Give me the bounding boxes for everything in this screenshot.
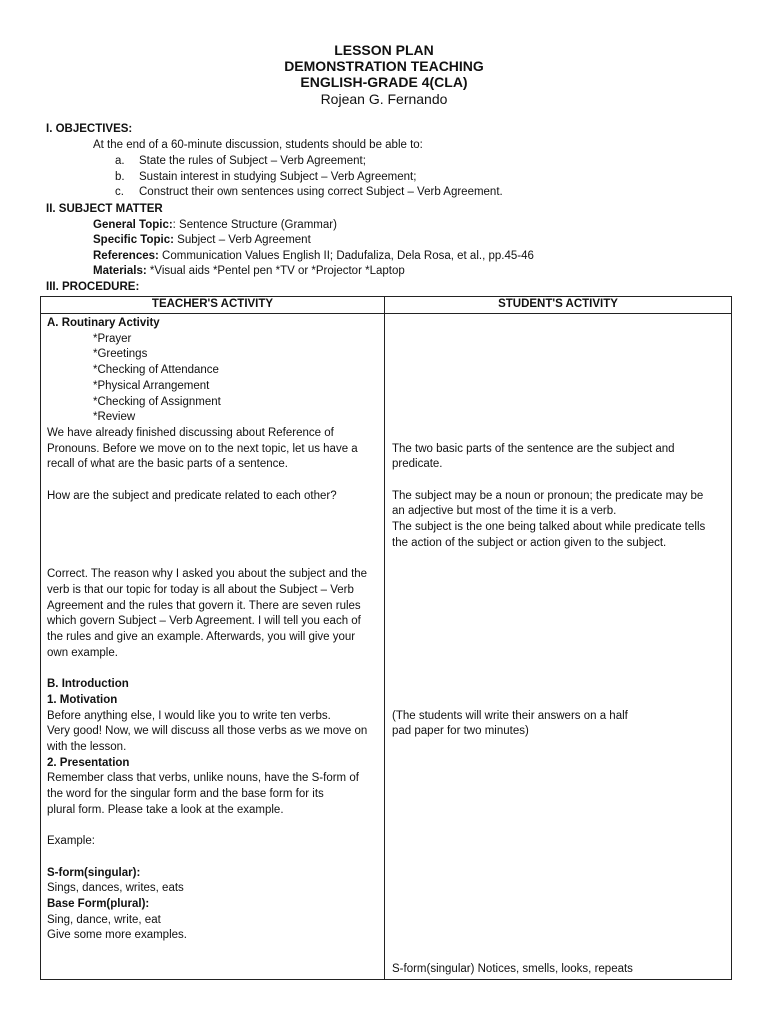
teacher-line: *Prayer <box>93 332 132 345</box>
objective-marker-a: a. <box>115 155 125 167</box>
materials <box>93 265 405 277</box>
teacher-line: B. Introduction <box>47 678 129 691</box>
subject-matter-heading: II. SUBJECT MATTER <box>46 203 163 215</box>
teacher-line: verb is that our topic for today is all about the Subject – Verb <box>47 583 354 596</box>
objective-text-b: Sustain interest in studying Subject – Verb Agreement; <box>139 171 417 183</box>
student-activity-header: STUDENT'S ACTIVITY <box>498 298 618 310</box>
teacher-line: We have already finished discussing about Reference of <box>47 426 334 439</box>
objective-text-c: Construct their own sentences using correct Subject – Verb Agreement. <box>139 186 503 198</box>
teacher-line: own example. <box>47 646 118 659</box>
references-value: Communication Values English II; Dadufaliza, Dela Rosa, et al., pp.45-46 <box>158 250 534 262</box>
column-divider <box>384 297 385 979</box>
teacher-line: Sings, dances, writes, eats <box>47 882 184 895</box>
teacher-line: *Checking of Attendance <box>93 364 219 377</box>
header-divider <box>41 313 731 314</box>
author-name: Rojean G. Fernando <box>320 91 448 107</box>
objectives-heading: I. OBJECTIVES: <box>46 123 133 135</box>
teacher-line: Base Form(plural): <box>47 897 150 910</box>
teacher-line: Sing, dance, write, eat <box>47 913 161 926</box>
materials-label: Materials: <box>93 265 147 277</box>
references-label: References: <box>93 250 159 262</box>
teacher-line: Give some more examples. <box>47 929 187 942</box>
objective-text-a: State the rules of Subject – Verb Agreement; <box>139 155 366 167</box>
teacher-line: which govern Subject – Verb Agreement. I will tell you each of <box>47 615 361 628</box>
student-line: The two basic parts of the sentence are the subject and <box>392 442 675 455</box>
teacher-line: *Review <box>93 411 136 424</box>
teacher-line: Very good! Now, we will discuss all those verbs as we move on <box>47 725 368 738</box>
references <box>93 250 534 262</box>
teacher-line: the rules and give an example. Afterwards, you will give your <box>47 631 356 643</box>
student-line: an adjective but most of the time it is a verb. <box>392 505 617 518</box>
teacher-line: Correct. The reason why I asked you about the subject and the <box>47 568 368 581</box>
objectives-intro: At the end of a 60-minute discussion, students should be able to: <box>93 139 423 151</box>
teacher-line: A. Routinary Activity <box>47 317 160 329</box>
student-line: predicate. <box>392 458 443 471</box>
specific-topic-value: Subject – Verb Agreement <box>173 234 311 246</box>
lesson-title-1: LESSON PLAN <box>334 42 434 58</box>
teacher-line: 1. Motivation <box>47 693 118 706</box>
lesson-title-3: ENGLISH-GRADE 4(CLA) <box>300 74 468 90</box>
student-line: the action of the subject or action given to the subject. <box>392 536 667 549</box>
specific-topic <box>93 234 311 246</box>
teacher-line: *Checking of Assignment <box>93 395 221 408</box>
teacher-line: How are the subject and predicate related to each other? <box>47 489 337 502</box>
teacher-line: Before anything else, I would like you to write ten verbs. <box>47 709 331 722</box>
teacher-line: *Greetings <box>93 348 148 361</box>
lesson-title-2: DEMONSTRATION TEACHING <box>284 58 484 74</box>
teacher-line: plural form. Please take a look at the example. <box>47 803 284 816</box>
objective-marker-c: c. <box>115 186 124 198</box>
teacher-line: recall of what are the basic parts of a sentence. <box>47 458 288 471</box>
teacher-line: Agreement and the rules that govern it. There are seven rules <box>47 599 361 612</box>
procedure-table <box>40 296 732 980</box>
specific-topic-label: Specific Topic: <box>93 234 174 246</box>
general-topic-value: : Sentence Structure (Grammar) <box>172 219 337 231</box>
general-topic-label: General Topic: <box>93 219 173 231</box>
teacher-line: *Physical Arrangement <box>93 379 210 392</box>
teacher-activity-header: TEACHER'S ACTIVITY <box>151 298 274 310</box>
student-bottom-line: S-form(singular) Notices, smells, looks, repeats <box>392 963 633 975</box>
student-line: The subject may be a noun or pronoun; the predicate may be <box>392 489 704 502</box>
teacher-line: Example: <box>47 835 95 848</box>
objective-marker-b: b. <box>115 171 125 183</box>
teacher-line: the word for the singular form and the base form for its <box>47 788 324 800</box>
student-line: (The students will write their answers on a half <box>392 709 628 722</box>
student-line: pad paper for two minutes) <box>392 725 529 738</box>
teacher-line: Pronouns. Before we move on to the next topic, let us have a <box>47 442 358 455</box>
teacher-line: 2. Presentation <box>47 756 130 769</box>
teacher-line: Remember class that verbs, unlike nouns, have the S-form of <box>47 772 359 785</box>
general-topic <box>93 219 337 231</box>
teacher-line: with the lesson. <box>47 740 127 753</box>
teacher-line: S-form(singular): <box>47 866 141 879</box>
student-line: The subject is the one being talked about while predicate tells <box>392 521 706 534</box>
procedure-heading: III. PROCEDURE: <box>46 281 140 293</box>
materials-value: *Visual aids *Pentel pen *TV or *Projector *Laptop <box>146 265 405 277</box>
